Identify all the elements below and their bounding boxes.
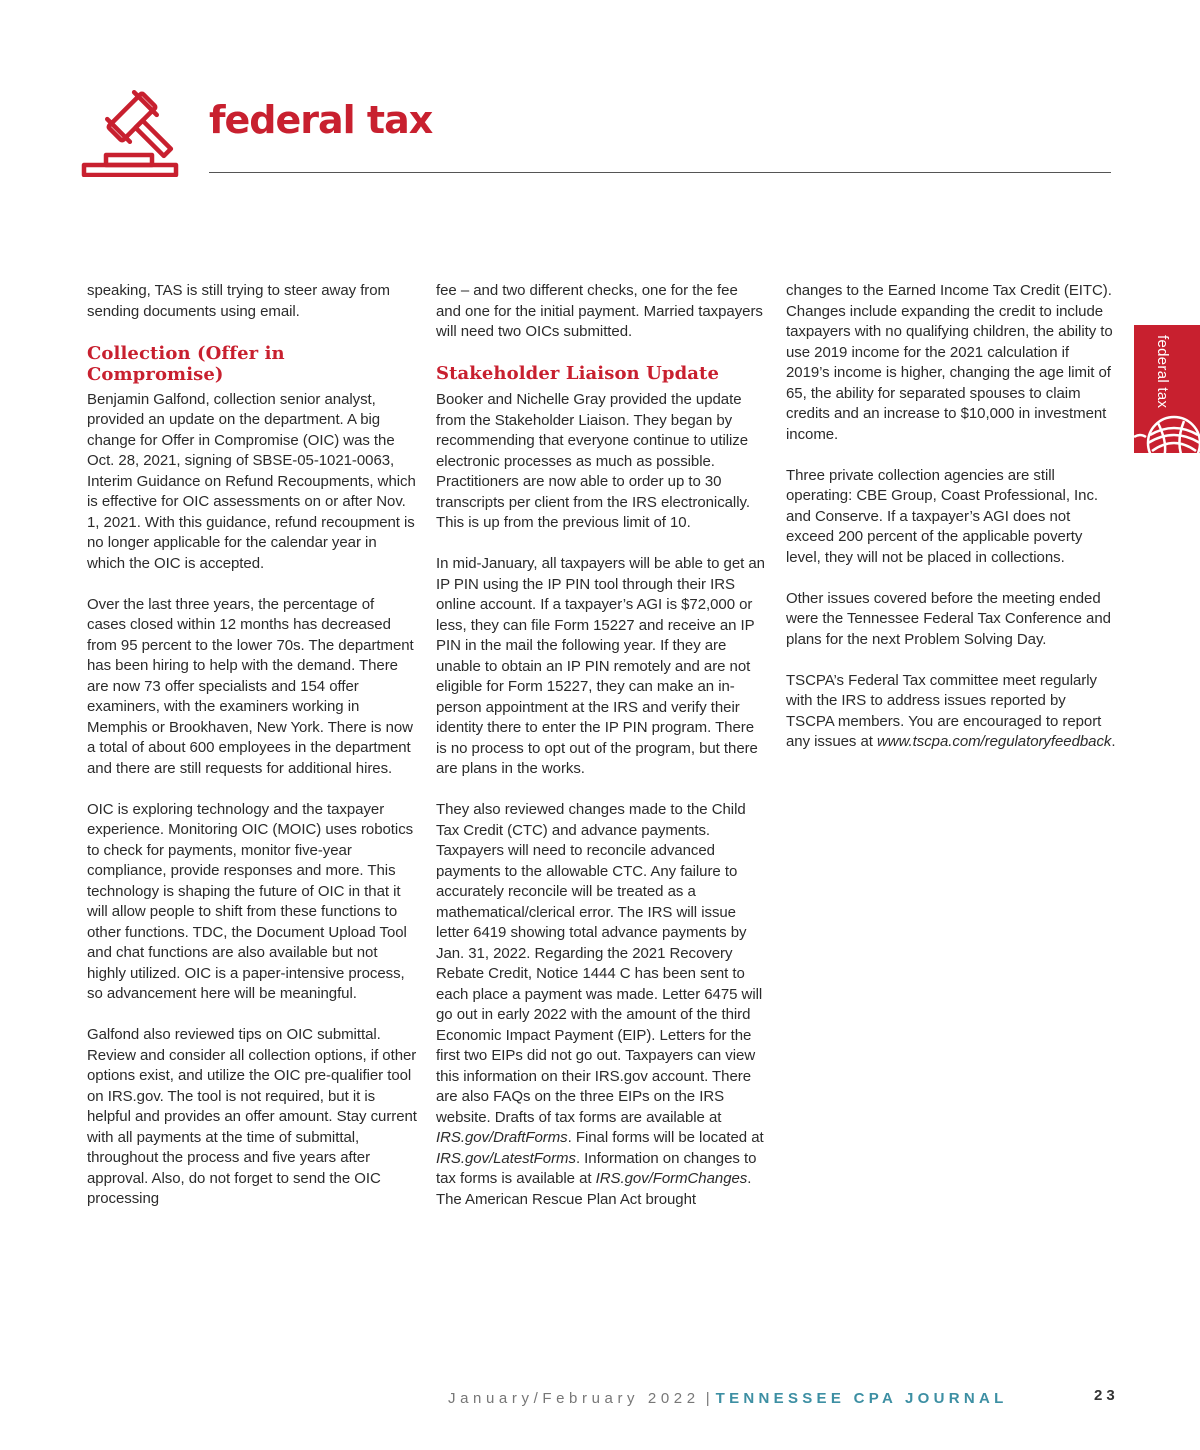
side-tab-label: federal tax: [1154, 335, 1171, 409]
link-latest-forms[interactable]: IRS.gov/LatestForms: [436, 1149, 576, 1167]
paragraph: changes to the Earned Income Tax Credit (EITC). Changes include expanding the credit to include taxpayers with no qualifying children, the ability to use 2019 income for the 2021 calculation if 2019’s income is higher, changing the age limit of 65, the ability for separated spouses to claim credits and an increase to $10,000 in investment income.: [786, 282, 1113, 443]
paragraph: fee – and two different checks, one for the fee and one for the initial payment. Married taxpayers will need two OICs submitted.: [436, 282, 763, 340]
paragraph: speaking, TAS is still trying to steer away from sending documents using email.: [87, 282, 390, 320]
paragraph: [436, 800, 766, 1190]
paragraph-text: .: [1111, 733, 1116, 750]
page-footer: [448, 1387, 1128, 1412]
subheading-collection: Collection (Offer in Compromise): [87, 342, 285, 385]
paragraph: OIC is exploring technology and the taxpayer experience. Monitoring OIC (MOIC) uses robotics to check for payments, monitor five-year compliance, provide responses and more. This technology is shaping the future of OIC in that it will allow people to shift from these functions to other functions. TDC, the Document Upload Tool and chat functions are also available but not highly utilized. OIC is a paper-intensive process, so advancement here will be meaningful.: [87, 800, 414, 1002]
page-number: 23: [1094, 1387, 1119, 1404]
paragraph-text: .: [747, 1170, 752, 1187]
issue-date: January/February 2022: [448, 1390, 700, 1407]
subheading-stakeholder-liaison: Stakeholder Liaison Update: [436, 363, 720, 384]
journal-name: TENNESSEE CPA JOURNAL: [715, 1390, 1008, 1407]
paragraph: The American Rescue Plan Act brought: [436, 1190, 697, 1208]
article-column-1: [87, 281, 417, 1210]
paragraph: [786, 671, 1116, 753]
paragraph-text: . Final forms will be located at: [567, 1129, 764, 1146]
footer-separator: |: [705, 1390, 710, 1407]
paragraph-text: TSCPA’s Federal Tax committee meet regularly with the IRS to address issues reported by TSCPA members. You are encouraged to report any issues at: [786, 671, 1102, 750]
paragraph: Booker and Nichelle Gray provided the update from the Stakeholder Liaison. They began by recommending that everyone continue to utilize electronic processes as much as possible. Practitioners are now able to order up to 30 transcripts per client from the IRS electronically. This is up from the previous limit of 10.: [436, 391, 750, 531]
paragraph-text: . Information on changes to tax forms is available at: [436, 1149, 757, 1187]
header-divider: [209, 172, 1111, 173]
yarn-ball-icon: [1134, 413, 1200, 453]
paragraph: Galfond also reviewed tips on OIC submittal. Review and consider all collection options, if other options exist, and utilize the OIC pre-qualifier tool on IRS.gov. The tool is not required, but it is helpful and provides an offer amount. Stay current with all payments at the time of submittal, throughout the process and five years after approval. Also, do not forget to send the OIC processing: [87, 1026, 417, 1207]
paragraph: In mid-January, all taxpayers will be able to get an IP PIN using the IP PIN tool through their IRS online account. If a taxpayer’s AGI is $72,000 or less, they can file Form 15227 and receive an IP PIN in the mail the following year. If they are unable to obtain an IP PIN remotely and are not eligible for Form 15227, they can make an in-person appointment at the IRS and verify their identity there to enter the IP PIN program. There is no process to opt out of the program, but there are plans in the works.: [436, 555, 765, 777]
side-section-tab: [1134, 325, 1200, 453]
paragraph-text: They also reviewed changes made to the Child Tax Credit (CTC) and advance payments. Taxpayers will need to reconcile advanced payments to the allowable CTC. Any failure to accurately reconcile will be treated as a mathematical/clerical error. The IRS will issue letter 6419 showing total advance payments by Jan. 31, 2022. Regarding the 2021 Recovery Rebate Credit, Notice 1444 C has been sent to each place a payment was made. Letter 6475 will go out in early 2022 with the amount of the third Economic Impact Payment (EIP). Letters for the first two EIPs did not go out. Taxpayers can view this information on their IRS.gov account. There are also FAQs on the three EIPs on the IRS website. Drafts of tax forms are available at: [436, 801, 763, 1126]
link-regulatory-feedback[interactable]: www.tscpa.com/regulatoryfeedback: [877, 733, 1112, 750]
paragraph: Three private collection agencies are still operating: CBE Group, Coast Professional, Inc. and Conserve. If a taxpayer’s AGI does not exceed 200 percent of the applicable poverty level, they will not be placed in collections.: [786, 466, 1099, 566]
section-title: federal tax: [209, 98, 433, 142]
paragraph: Over the last three years, the percentage of cases closed within 12 months has decreased from 95 percent to the lower 70s. The department has been hiring to help with the demand. There are now 73 offer specialists and 154 offer examiners, with the examiners working in Memphis or Brookhaven, New York. There is now a total of about 600 employees in the department and there are still requests for additional hires.: [87, 595, 414, 777]
paragraph: Other issues covered before the meeting ended were the Tennessee Federal Tax Conference and plans for the next Problem Solving Day.: [786, 589, 1111, 648]
article-column-2: [436, 281, 766, 1210]
paragraph: Benjamin Galfond, collection senior analyst, provided an update on the department. A big change for Offer in Compromise (OIC) was the Oct. 28, 2021, signing of SBSE-05-1021-0063, Interim Guidance on Refund Recoupments, which is effective for OIC assessments on or after Nov. 1, 2021. With this guidance, refund recoupment is no longer applicable for the calendar year in which the OIC is accepted.: [87, 390, 416, 572]
link-form-changes[interactable]: IRS.gov/FormChanges: [595, 1170, 748, 1187]
gavel-icon: [80, 85, 180, 177]
article-column-3: [786, 281, 1116, 753]
link-draft-forms[interactable]: IRS.gov/DraftForms: [436, 1129, 568, 1146]
